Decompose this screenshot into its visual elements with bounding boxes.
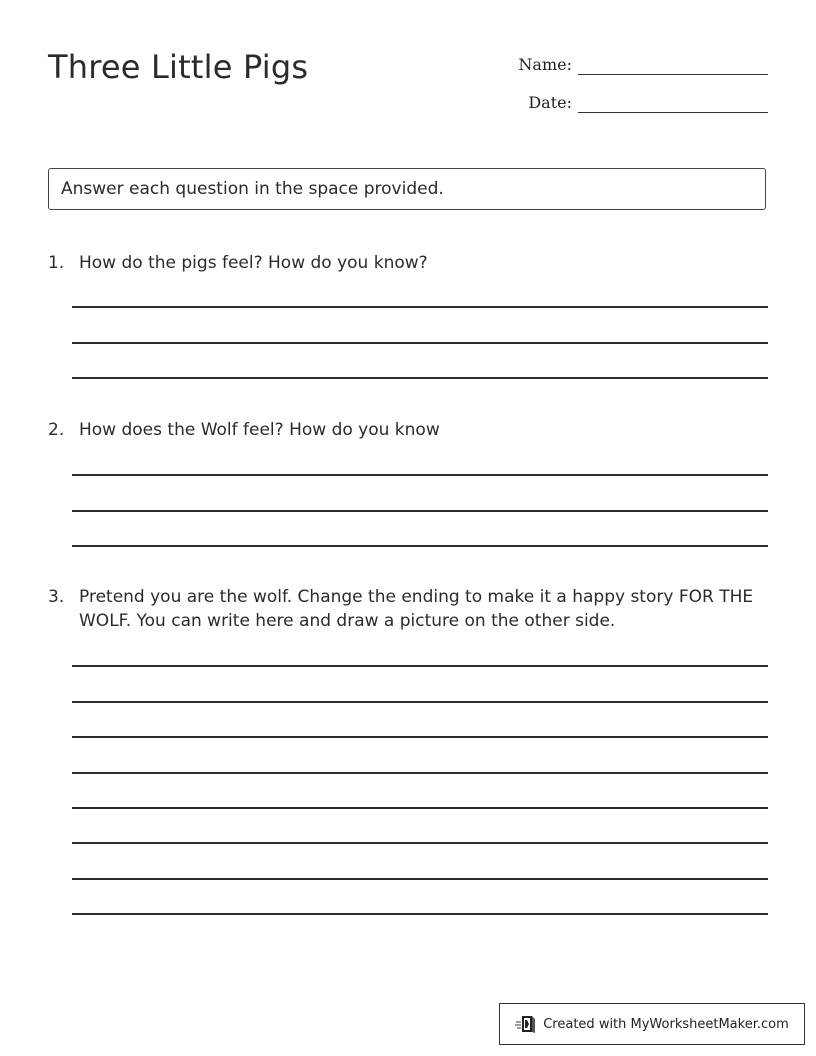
worksheet-maker-logo-icon (515, 1013, 537, 1035)
question-number: 3. (48, 587, 65, 607)
question-1 (48, 251, 766, 275)
question-text: Pretend you are the wolf. Change the ending to make it a happy story FOR THE WOLF. You can write here and draw a picture on the other side. (79, 587, 754, 631)
date-blank-line[interactable] (578, 90, 768, 113)
answer-line[interactable] (72, 665, 768, 667)
instructions-text: Answer each question in the space provided. (61, 179, 444, 199)
answer-line[interactable] (72, 701, 768, 703)
answer-line[interactable] (72, 306, 768, 308)
name-field-row (518, 52, 768, 75)
answer-line[interactable] (72, 772, 768, 774)
answer-line[interactable] (72, 545, 768, 547)
date-field-row (528, 90, 768, 113)
question-text: How do the pigs feel? How do you know? (79, 253, 428, 273)
footer-text: Created with MyWorksheetMaker.com (543, 1016, 789, 1032)
instructions-box (48, 168, 766, 210)
name-blank-line[interactable] (578, 52, 768, 75)
question-3 (48, 585, 766, 633)
question-2 (48, 418, 766, 442)
answer-line[interactable] (72, 474, 768, 476)
answer-line[interactable] (72, 807, 768, 809)
question-number: 1. (48, 253, 65, 273)
date-label: Date: (528, 93, 572, 112)
answer-line[interactable] (72, 377, 768, 379)
answer-line[interactable] (72, 878, 768, 880)
answer-line[interactable] (72, 913, 768, 915)
name-label: Name: (518, 55, 572, 74)
answer-line[interactable] (72, 342, 768, 344)
question-text: How does the Wolf feel? How do you know (79, 420, 440, 440)
worksheet-title: Three Little Pigs (48, 48, 309, 86)
question-number: 2. (48, 420, 65, 440)
answer-line[interactable] (72, 510, 768, 512)
answer-line[interactable] (72, 736, 768, 738)
answer-line[interactable] (72, 842, 768, 844)
footer-credit[interactable] (499, 1003, 805, 1045)
